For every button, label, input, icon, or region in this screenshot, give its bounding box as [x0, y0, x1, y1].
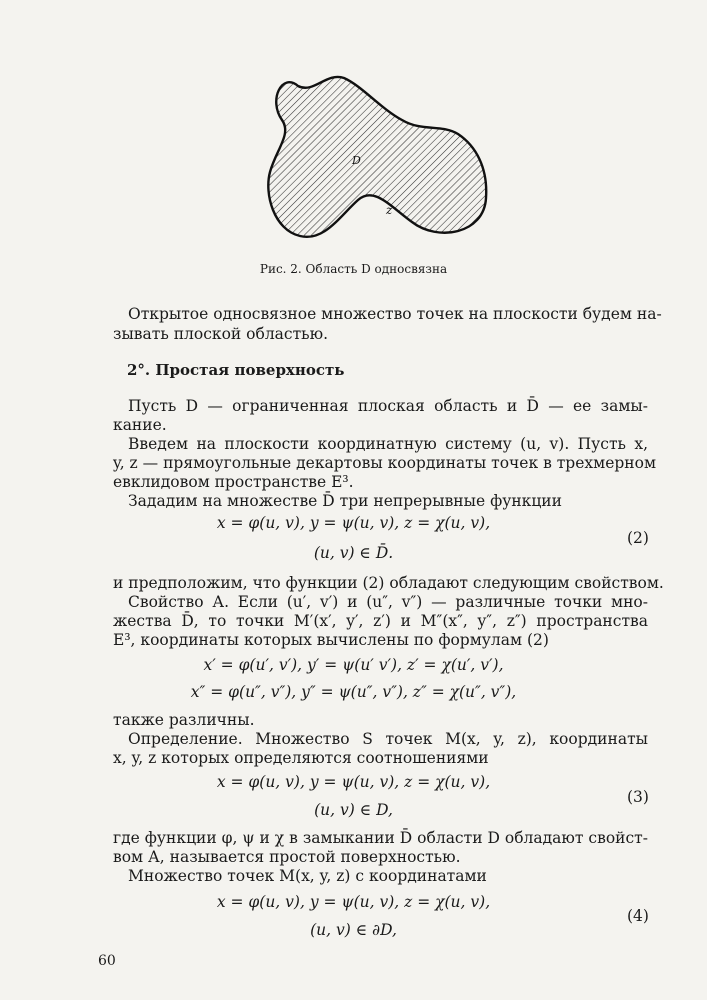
paragraph-line: Открытое односвязное множество точек на плоскости будем на-: [128, 305, 662, 323]
equation-3-line2: (u, v) ∈ D,: [314, 801, 393, 819]
region-label: D: [352, 154, 361, 167]
paragraph-line: Введем на плоскости координатную систему (u, v). Пусть x,: [128, 435, 648, 453]
equation-2-line2: (u, v) ∈ D̄.: [313, 544, 394, 562]
paragraph-line: x, y, z которых определяются соотношениями: [113, 749, 489, 767]
equation-4-line1: x = φ(u, v), y = ψ(u, v), z = χ(u, v),: [216, 893, 491, 911]
paragraph-line: Определение. Множество S точек M(x, y, z), координаты: [128, 730, 648, 748]
paragraph-line: E³, координаты которых вычислены по формулам (2): [113, 631, 549, 649]
equation-primed-line2: x″ = φ(u″, v″), y″ = ψ(u″, v″), z″ = χ(u″, v″),: [190, 683, 517, 701]
paragraph-line: кание.: [113, 416, 167, 434]
paragraph-line: вом А, называется простой поверхностью.: [113, 848, 461, 866]
paragraph-line: жества D̄, то точки M′(x′, y′, z′) и M″(x″, y″, z″) пространства: [113, 612, 648, 630]
region-boundary: [268, 77, 486, 237]
paragraph-line: y, z — прямоугольные декартовы координаты точек в трехмерном: [113, 454, 657, 472]
figure-region-d: [262, 72, 492, 248]
equation-primed-line1: x′ = φ(u′, v′), y′ = ψ(u′ v′), z′ = χ(u′, v′),: [203, 656, 504, 674]
figure-caption: Рис. 2. Область D односвязна: [259, 262, 448, 276]
paragraph-line: также различны.: [113, 711, 255, 729]
paragraph-line: и предположим, что функции (2) обладают следующим свойством.: [113, 574, 664, 592]
paragraph-line: Зададим на множестве D̄ три непрерывные функции: [128, 492, 562, 510]
paragraph-line: зывать плоской областью.: [113, 325, 329, 343]
paragraph-line: Свойство А. Если (u′, v′) и (u″, v″) — различные точки мно-: [128, 593, 648, 611]
equation-2-number: (2): [627, 529, 649, 547]
paragraph-line: Пусть D — ограниченная плоская область и D̄ — ее замы-: [128, 397, 648, 415]
outer-label: z: [386, 203, 393, 217]
page-number: 60: [98, 953, 116, 969]
paragraph-line: евклидовом пространстве E³.: [113, 473, 354, 491]
paragraph-line: Множество точек M(x, y, z) с координатами: [128, 867, 487, 885]
section-heading: 2°. Простая поверхность: [127, 361, 345, 379]
paragraph-line: где функции φ, ψ и χ в замыкании D̄ области D обладают свойст-: [113, 829, 648, 847]
equation-3-number: (3): [627, 788, 649, 806]
equation-4-line2: (u, v) ∈ ∂D,: [310, 921, 397, 939]
region-diagram: [262, 72, 492, 248]
equation-3-line1: x = φ(u, v), y = ψ(u, v), z = χ(u, v),: [216, 773, 491, 791]
equation-2-line1: x = φ(u, v), y = ψ(u, v), z = χ(u, v),: [216, 514, 491, 532]
equation-4-number: (4): [627, 907, 649, 925]
